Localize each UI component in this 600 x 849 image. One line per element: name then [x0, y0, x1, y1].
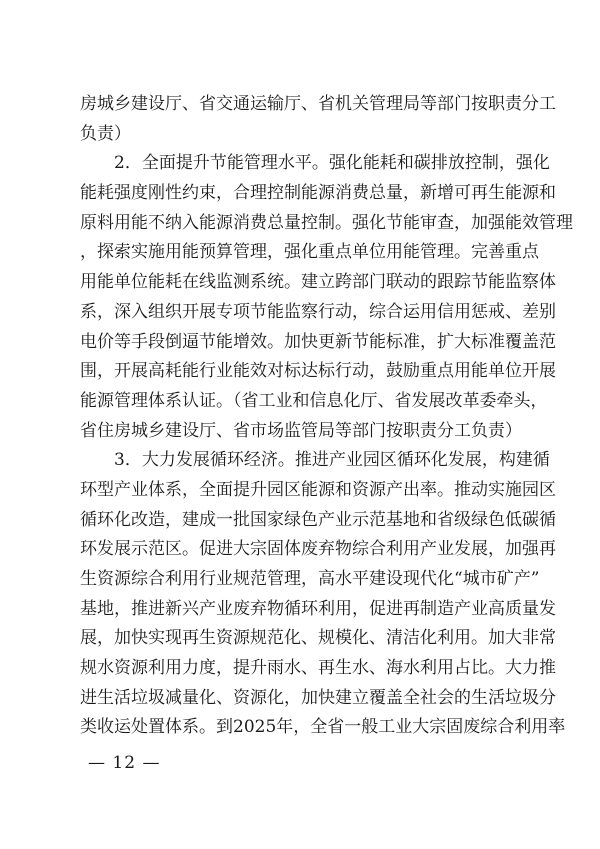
text-line: 系，深入组织开展专项节能监察行动，综合运用信用惩戒、差别 [80, 301, 556, 322]
body-text [80, 90, 573, 743]
text-line: 电价等手段倒逼节能增效。加快更新节能标准，扩大标准覆盖范 [80, 331, 556, 352]
text-line: 围，开展高耗能行业能效对标达标行动，鼓励重点用能单位开展 [80, 361, 556, 382]
text-line: 能耗强度刚性约束，合理控制能源消费总量，新增可再生能源和 [80, 183, 556, 204]
text-line: 3．大力发展循环经济。推进产业园区循环化发展，构建循 [114, 450, 550, 471]
text-line: 展，加快实现再生资源规范化、规模化、清洁化利用。加大非常 [80, 628, 556, 649]
text-line: 进生活垃圾减量化、资源化，加快建立覆盖全社会的生活垃圾分 [80, 687, 556, 708]
text-line: 规水资源利用力度，提升雨水、再生水、海水利用占比。大力推 [80, 658, 556, 679]
text-line: 能源管理体系认证。（省工业和信息化厅、省发展改革委牵头， [80, 390, 548, 411]
text-line: 生资源综合利用行业规范管理，高水平建设现代化“城市矿产” [80, 569, 540, 589]
text-line: 基地，推进新兴产业废弃物循环利用，促进再制造产业高质量发 [80, 598, 556, 619]
text-line: 用能单位能耗在线监测系统。建立跨部门联动的跟踪节能监察体 [80, 272, 556, 293]
page-number: — 12 — [88, 753, 161, 773]
text-line: 负责） [80, 123, 131, 144]
text-line: 循环化改造，建成一批国家绿色产业示范基地和省级绿色低碳循 [80, 509, 556, 530]
text-line: 省住房城乡建设厅、省市场监管局等部门按职责分工负责） [80, 420, 522, 441]
text-line: 2．全面提升节能管理水平。强化能耗和碳排放控制，强化 [114, 153, 550, 174]
text-line: 原料用能不纳入能源消费总量控制。强化节能审查，加强能效管理 [80, 212, 573, 233]
text-line: 环发展示范区。促进大宗固体废弃物综合利用产业发展，加强再 [80, 539, 556, 560]
text-line: ，探索实施用能预算管理，强化重点单位用能管理。完善重点 [80, 242, 539, 263]
text-line: 环型产业体系，全面提升园区能源和资源产出率。推动实施园区 [80, 479, 556, 500]
text-line: 类收运处置体系。到2025年，全省一般工业大宗固废综合利用率 [80, 717, 566, 738]
text-line: 房城乡建设厅、省交通运输厅、省机关管理局等部门按职责分工 [80, 94, 556, 114]
